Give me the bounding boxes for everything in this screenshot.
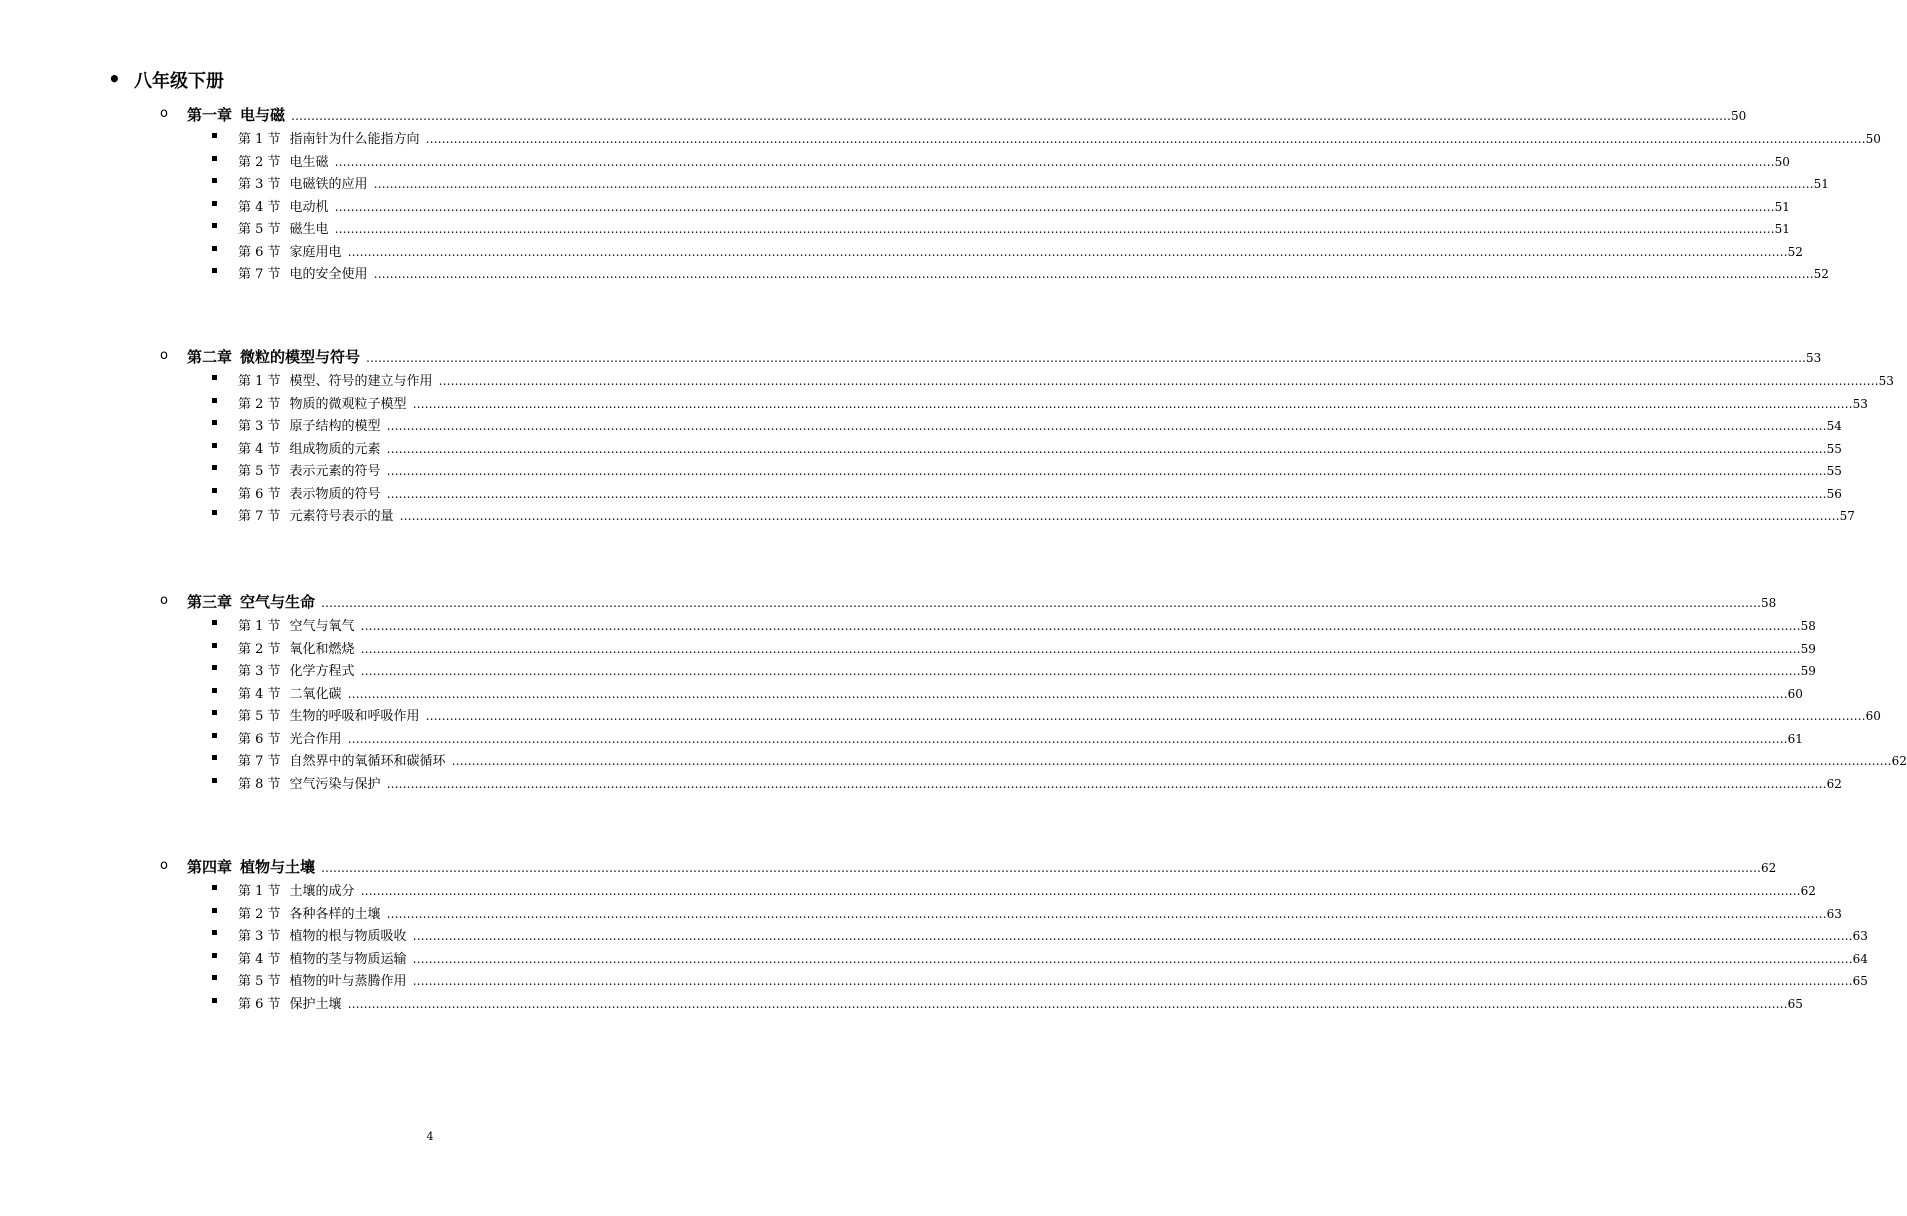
leader-dots: ……………………………………………………………………………………………………………………………………………………………………………………………………………………………………………………………………………………………………………………………… <box>386 906 1827 921</box>
section-title: 电动机 <box>289 199 329 215</box>
chapter-line <box>187 104 1747 125</box>
section-page-number: 59 <box>1800 664 1816 678</box>
leader-dots: ……………………………………………………………………………………………………………………………………………………………………………………………………………………………………………………………………………………………………………………………… <box>386 464 1827 478</box>
leader-dots: ……………………………………………………………………………………………………………………………………………………………………………………………………………………………………………………………………………………………………………………………… <box>360 664 1801 678</box>
section-title: 电的安全使用 <box>289 267 368 282</box>
section-title: 植物的根与物质吸收 <box>289 929 407 944</box>
square-bullet-icon <box>212 620 217 625</box>
leader-dots: ……………………………………………………………………………………………………………………………………………………………………………………………………………………………………………………………………………………………………………………………… <box>334 199 1775 214</box>
section-line <box>238 993 1803 1012</box>
chapter <box>160 856 1868 1015</box>
leader-dots: ……………………………………………………………………………………………………………………………………………………………………………………………………………………………………………………………………………………………………………………………… <box>412 974 1853 988</box>
chapter-page-number: 62 <box>1761 861 1777 875</box>
chapter-page-number: 58 <box>1761 596 1777 610</box>
square-bullet-icon <box>212 643 217 648</box>
section-title: 二氧化碳 <box>289 686 342 702</box>
section-page-number: 64 <box>1852 951 1868 966</box>
square-bullet-icon <box>212 465 217 470</box>
section-page-number: 56 <box>1826 486 1842 501</box>
section-item[interactable] <box>160 241 1803 264</box>
chapter <box>160 104 1881 286</box>
leader-dots: ……………………………………………………………………………………………………………………………………………………………………………………………………………………………………………………………………………………………………………………………… <box>412 396 1853 411</box>
section-item[interactable] <box>160 970 1868 993</box>
section-page-number: 53 <box>1878 374 1894 388</box>
section-item[interactable] <box>160 460 1842 483</box>
section-page-number: 58 <box>1800 619 1816 633</box>
square-bullet-icon <box>212 733 217 738</box>
section-item[interactable] <box>160 483 1842 506</box>
chapter-title: 空气与生命 <box>240 593 316 611</box>
leader-dots: ……………………………………………………………………………………………………………………………………………………………………………………………………………………………………………………………………………………………………………………………… <box>360 884 1801 898</box>
square-bullet-icon <box>212 178 217 183</box>
chapter-page-number: 53 <box>1806 351 1822 365</box>
section-title: 保护土壤 <box>289 996 342 1012</box>
section-title: 化学方程式 <box>289 664 355 679</box>
square-bullet-icon <box>212 953 217 958</box>
section-item[interactable] <box>160 370 1894 393</box>
leader-dots: ……………………………………………………………………………………………………………………………………………………………………………………………………………………………………………………………………………………………………………………………… <box>291 109 1732 123</box>
section-item[interactable] <box>160 773 1842 796</box>
leader-dots: ……………………………………………………………………………………………………………………………………………………………………………………………………………………………………………………………………………………………………………………………… <box>438 374 1879 388</box>
section-title: 生物的呼吸和呼吸作用 <box>289 709 420 724</box>
section-item[interactable] <box>160 151 1790 174</box>
chapter-page-number: 50 <box>1731 109 1747 123</box>
section-line <box>238 483 1842 502</box>
leader-dots: ……………………………………………………………………………………………………………………………………………………………………………………………………………………………………………………………………………………………………………………………… <box>451 754 1892 768</box>
section-item[interactable] <box>160 948 1868 971</box>
section-item[interactable] <box>160 218 1790 241</box>
section-page-number: 62 <box>1826 776 1842 791</box>
section-title: 模型、符号的建立与作用 <box>289 374 433 389</box>
section-item[interactable] <box>160 438 1842 461</box>
section-title: 表示元素的符号 <box>289 464 381 479</box>
section-page-number: 55 <box>1826 441 1842 456</box>
leader-dots: ……………………………………………………………………………………………………………………………………………………………………………………………………………………………………………………………………………………………………………………………… <box>347 686 1788 701</box>
section-label: 第 5 节 <box>238 974 281 989</box>
section-label: 第 7 节 <box>238 509 281 524</box>
section-title: 表示物质的符号 <box>289 486 381 502</box>
section-label: 第 1 节 <box>238 619 281 634</box>
section-page-number: 52 <box>1787 244 1803 259</box>
section-page-number: 63 <box>1826 906 1842 921</box>
section-label: 第 2 节 <box>238 396 281 412</box>
section-label: 第 5 节 <box>238 464 281 479</box>
section-line <box>238 196 1790 215</box>
chapter <box>160 591 1907 795</box>
chapter-label: 第四章 <box>187 858 233 876</box>
square-bullet-icon <box>212 133 217 138</box>
book-title: 八年级下册 <box>134 71 224 92</box>
section-page-number: 51 <box>1774 199 1790 214</box>
section-title: 原子结构的模型 <box>289 419 381 434</box>
section-item[interactable] <box>160 505 1855 528</box>
section-line <box>238 393 1868 412</box>
section-line <box>238 505 1855 524</box>
section-item[interactable] <box>160 683 1803 706</box>
section-line <box>238 173 1829 192</box>
leader-dots: ……………………………………………………………………………………………………………………………………………………………………………………………………………………………………………………………………………………………………………………………… <box>425 132 1866 146</box>
section-line <box>238 438 1842 457</box>
chapter-line <box>187 346 1822 367</box>
section-label: 第 3 节 <box>238 177 281 192</box>
bullet-icon: • <box>108 67 121 91</box>
section-line <box>238 241 1803 260</box>
section-label: 第 6 节 <box>238 996 281 1012</box>
section-item[interactable] <box>160 750 1907 773</box>
leader-dots: ……………………………………………………………………………………………………………………………………………………………………………………………………………………………………………………………………………………………………………………………… <box>334 154 1775 169</box>
square-bullet-icon <box>212 510 217 515</box>
section-line <box>238 370 1894 389</box>
chapter-label: 第一章 <box>187 106 233 124</box>
section-page-number: 59 <box>1800 641 1816 656</box>
section-line <box>238 728 1803 747</box>
section-title: 空气污染与保护 <box>289 776 381 792</box>
chapter <box>160 346 1894 528</box>
square-bullet-icon <box>212 375 217 380</box>
leader-dots: ……………………………………………………………………………………………………………………………………………………………………………………………………………………………………………………………………………………………………………………………… <box>347 731 1788 746</box>
leader-dots: ……………………………………………………………………………………………………………………………………………………………………………………………………………………………………………………………………………………………………………………………… <box>366 351 1807 365</box>
circle-bullet-icon: o <box>160 593 168 608</box>
chapter-line <box>187 856 1777 877</box>
section-title: 植物的茎与物质运输 <box>289 951 407 967</box>
chapter-title: 微粒的模型与符号 <box>240 348 361 366</box>
section-label: 第 7 节 <box>238 754 281 769</box>
square-bullet-icon <box>212 443 217 448</box>
section-page-number: 55 <box>1826 464 1842 478</box>
section-title: 电生磁 <box>289 154 329 170</box>
leader-dots: ……………………………………………………………………………………………………………………………………………………………………………………………………………………………………………………………………………………………………………………………… <box>360 641 1801 656</box>
chapter-heading[interactable] <box>160 856 1777 880</box>
section-label: 第 6 节 <box>238 244 281 260</box>
leader-dots: ……………………………………………………………………………………………………………………………………………………………………………………………………………………………………………………………………………………………………………………………… <box>373 267 1814 281</box>
chapter-label: 第三章 <box>187 593 233 611</box>
circle-bullet-icon: o <box>160 858 168 873</box>
section-label: 第 4 节 <box>238 441 281 457</box>
section-line <box>238 151 1790 170</box>
square-bullet-icon <box>212 998 217 1003</box>
section-title: 氧化和燃烧 <box>289 641 355 657</box>
circle-bullet-icon: o <box>160 106 168 121</box>
leader-dots: ……………………………………………………………………………………………………………………………………………………………………………………………………………………………………………………………………………………………………………………………… <box>386 441 1827 456</box>
section-label: 第 3 节 <box>238 929 281 944</box>
section-title: 家庭用电 <box>289 244 342 260</box>
leader-dots: ……………………………………………………………………………………………………………………………………………………………………………………………………………………………………………………………………………………………………………………………… <box>386 776 1827 791</box>
section-label: 第 2 节 <box>238 906 281 922</box>
leader-dots: ……………………………………………………………………………………………………………………………………………………………………………………………………………………………………………………………………………………………………………………………… <box>425 709 1866 723</box>
section-item[interactable] <box>160 415 1842 438</box>
section-item[interactable] <box>160 638 1816 661</box>
section-line <box>238 460 1842 479</box>
section-label: 第 2 节 <box>238 641 281 657</box>
section-line <box>238 705 1881 724</box>
square-bullet-icon <box>212 268 217 273</box>
section-page-number: 51 <box>1813 177 1829 191</box>
section-line <box>238 415 1842 434</box>
section-page-number: 50 <box>1774 154 1790 169</box>
section-page-number: 62 <box>1800 884 1816 898</box>
section-page-number: 62 <box>1891 754 1907 768</box>
section-page-number: 60 <box>1787 686 1803 701</box>
leader-dots: ……………………………………………………………………………………………………………………………………………………………………………………………………………………………………………………………………………………………………………………………… <box>347 244 1788 259</box>
section-label: 第 6 节 <box>238 731 281 747</box>
section-item[interactable] <box>160 263 1829 286</box>
leader-dots: ……………………………………………………………………………………………………………………………………………………………………………………………………………………………………………………………………………………………………………………………… <box>412 951 1853 966</box>
square-bullet-icon <box>212 488 217 493</box>
chapter-heading[interactable] <box>160 591 1777 615</box>
square-bullet-icon <box>212 908 217 913</box>
section-page-number: 60 <box>1865 709 1881 723</box>
section-line <box>238 925 1868 944</box>
square-bullet-icon <box>212 688 217 693</box>
section-page-number: 61 <box>1787 731 1803 746</box>
chapter-line <box>187 591 1777 612</box>
section-page-number: 50 <box>1865 132 1881 146</box>
square-bullet-icon <box>212 930 217 935</box>
leader-dots: ……………………………………………………………………………………………………………………………………………………………………………………………………………………………………………………………………………………………………………………………… <box>347 996 1788 1011</box>
section-title: 物质的微观粒子模型 <box>289 396 407 412</box>
circle-bullet-icon: o <box>160 348 168 363</box>
section-page-number: 52 <box>1813 267 1829 281</box>
section-item[interactable] <box>160 993 1803 1016</box>
section-line <box>238 903 1842 922</box>
section-title: 元素符号表示的量 <box>289 509 394 524</box>
section-page-number: 57 <box>1839 509 1855 523</box>
square-bullet-icon <box>212 246 217 251</box>
section-page-number: 63 <box>1852 929 1868 943</box>
square-bullet-icon <box>212 755 217 760</box>
section-label: 第 2 节 <box>238 154 281 170</box>
chapter-title: 植物与土壤 <box>240 858 316 876</box>
section-item[interactable] <box>160 660 1816 683</box>
section-label: 第 5 节 <box>238 222 281 237</box>
square-bullet-icon <box>212 156 217 161</box>
chapter-title: 电与磁 <box>240 106 286 124</box>
section-line <box>238 263 1829 282</box>
section-item[interactable] <box>160 196 1790 219</box>
section-title: 磁生电 <box>289 222 329 237</box>
section-title: 空气与氧气 <box>289 619 355 634</box>
section-line <box>238 773 1842 792</box>
square-bullet-icon <box>212 223 217 228</box>
leader-dots: ……………………………………………………………………………………………………………………………………………………………………………………………………………………………………………………………………………………………………………………………… <box>386 419 1827 433</box>
leader-dots: ……………………………………………………………………………………………………………………………………………………………………………………………………………………………………………………………………………………………………………………………… <box>373 177 1814 191</box>
section-title: 电磁铁的应用 <box>289 177 368 192</box>
section-item[interactable] <box>160 903 1842 926</box>
chapter-heading[interactable] <box>160 104 1747 128</box>
leader-dots: ……………………………………………………………………………………………………………………………………………………………………………………………………………………………………………………………………………………………………………………………… <box>386 486 1827 501</box>
section-label: 第 8 节 <box>238 776 281 792</box>
section-line <box>238 218 1790 237</box>
square-bullet-icon <box>212 665 217 670</box>
section-label: 第 7 节 <box>238 267 281 282</box>
section-item[interactable] <box>160 173 1829 196</box>
square-bullet-icon <box>212 975 217 980</box>
section-line <box>238 970 1868 989</box>
square-bullet-icon <box>212 885 217 890</box>
section-page-number: 65 <box>1852 974 1868 988</box>
section-label: 第 3 节 <box>238 664 281 679</box>
section-line <box>238 638 1816 657</box>
square-bullet-icon <box>212 398 217 403</box>
section-line <box>238 128 1881 147</box>
leader-dots: ……………………………………………………………………………………………………………………………………………………………………………………………………………………………………………………………………………………………………………………………… <box>412 929 1853 943</box>
section-title: 各种各样的土壤 <box>289 906 381 922</box>
section-item[interactable] <box>160 925 1868 948</box>
leader-dots: ……………………………………………………………………………………………………………………………………………………………………………………………………………………………………………………………………………………………………………………………… <box>360 619 1801 633</box>
section-page-number: 54 <box>1826 419 1842 433</box>
section-page-number: 53 <box>1852 396 1868 411</box>
page-number: 4 <box>426 1130 434 1143</box>
section-line <box>238 880 1816 899</box>
section-title: 土壤的成分 <box>289 884 355 899</box>
section-label: 第 4 节 <box>238 951 281 967</box>
section-item[interactable] <box>160 880 1816 903</box>
leader-dots: ……………………………………………………………………………………………………………………………………………………………………………………………………………………………………………………………………………………………………………………………… <box>334 222 1775 236</box>
section-title: 指南针为什么能指方向 <box>289 132 420 147</box>
section-page-number: 65 <box>1787 996 1803 1011</box>
section-line <box>238 615 1816 634</box>
section-item[interactable] <box>160 705 1881 728</box>
square-bullet-icon <box>212 201 217 206</box>
section-item[interactable] <box>160 393 1868 416</box>
section-line <box>238 683 1803 702</box>
chapter-heading[interactable] <box>160 346 1822 370</box>
section-title: 光合作用 <box>289 731 342 747</box>
leader-dots: ……………………………………………………………………………………………………………………………………………………………………………………………………………………………………………………………………………………………………………………………… <box>321 596 1762 610</box>
section-label: 第 1 节 <box>238 374 281 389</box>
section-line <box>238 660 1816 679</box>
section-label: 第 6 节 <box>238 486 281 502</box>
section-item[interactable] <box>160 615 1816 638</box>
section-label: 第 5 节 <box>238 709 281 724</box>
leader-dots: ……………………………………………………………………………………………………………………………………………………………………………………………………………………………………………………………………………………………………………………………… <box>321 861 1762 875</box>
section-label: 第 4 节 <box>238 199 281 215</box>
square-bullet-icon <box>212 420 217 425</box>
section-label: 第 4 节 <box>238 686 281 702</box>
section-title: 组成物质的元素 <box>289 441 381 457</box>
section-item[interactable] <box>160 128 1881 151</box>
section-item[interactable] <box>160 728 1803 751</box>
section-page-number: 51 <box>1774 222 1790 236</box>
section-line <box>238 948 1868 967</box>
section-title: 自然界中的氧循环和碳循环 <box>289 754 446 769</box>
section-label: 第 1 节 <box>238 132 281 147</box>
section-title: 植物的叶与蒸腾作用 <box>289 974 407 989</box>
section-label: 第 3 节 <box>238 419 281 434</box>
square-bullet-icon <box>212 710 217 715</box>
section-line <box>238 750 1907 769</box>
square-bullet-icon <box>212 778 217 783</box>
chapter-label: 第二章 <box>187 348 233 366</box>
section-label: 第 1 节 <box>238 884 281 899</box>
leader-dots: ……………………………………………………………………………………………………………………………………………………………………………………………………………………………………………………………………………………………………………………………… <box>399 509 1840 523</box>
